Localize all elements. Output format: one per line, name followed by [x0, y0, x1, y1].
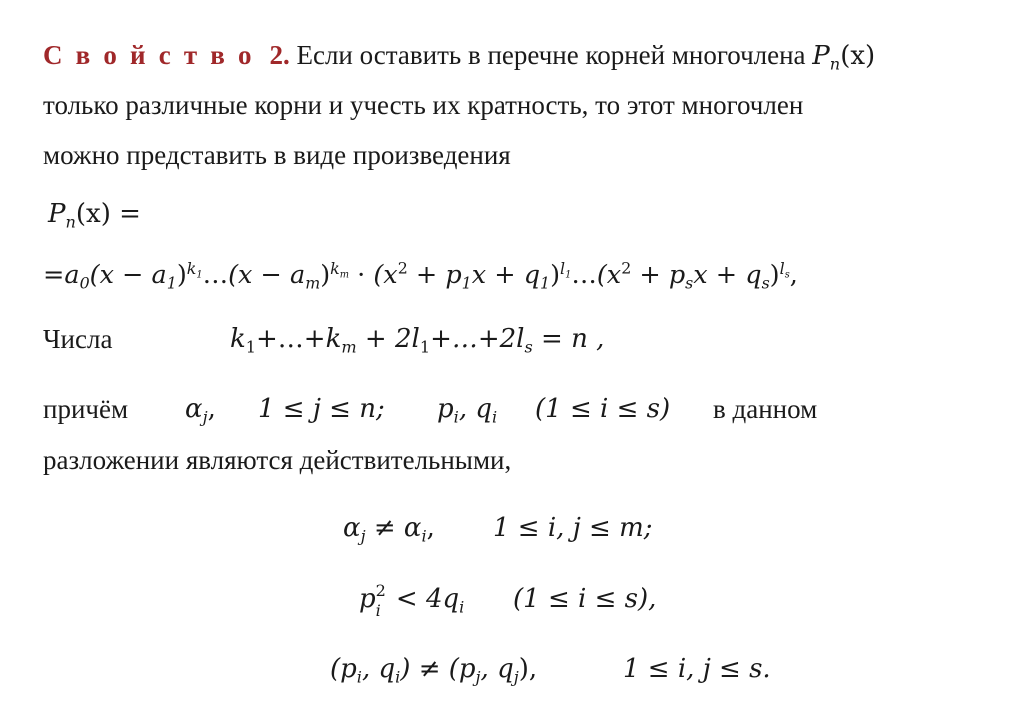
- eq2-lt: < 4q: [387, 584, 460, 614]
- eq3-neq: ) ≠ (p: [400, 654, 476, 684]
- eq3-pi: i: [356, 667, 362, 687]
- sum-2l1: + 2l: [356, 324, 420, 354]
- sum-ls-sub: s: [524, 337, 533, 357]
- sum-eq: = n ,: [532, 324, 605, 354]
- sum-plus-dots: +…+: [256, 324, 326, 354]
- factorm-sub: m: [305, 273, 321, 293]
- alpha-comma: ,: [207, 394, 216, 424]
- sum-l1-sub: 1: [419, 337, 431, 357]
- poly-p: P: [812, 41, 830, 71]
- equation-pairs-range: 1 ≤ i, j ≤ s.: [623, 654, 771, 684]
- factor1-close: ): [176, 260, 187, 290]
- factorm-close: ): [320, 260, 331, 290]
- lhs-sub: n: [65, 212, 76, 232]
- eq3-mid: , q: [361, 654, 396, 684]
- factorm-open: (x − a: [228, 260, 306, 290]
- property-line-2: только различные корни и учесть их кратность, то этот многочлен: [43, 90, 804, 120]
- quads-close: ): [769, 260, 780, 290]
- l1-exp: l: [560, 258, 566, 278]
- conditions-range2: (1 ≤ i ≤ s): [535, 394, 671, 424]
- property-line-3: можно представить в виде произведения: [43, 140, 511, 170]
- eq1-comma: ,: [426, 513, 435, 543]
- equation-pairs-neq: [330, 652, 537, 686]
- quads-sq: 2: [621, 258, 632, 278]
- eq3-close: ),: [518, 654, 538, 684]
- property-heading: С в о й с т в о: [43, 40, 255, 70]
- dots-2: …: [571, 260, 597, 290]
- alpha-j-sub: j: [202, 407, 208, 427]
- conditions-pq: [437, 392, 497, 426]
- poly-sub: n: [829, 54, 841, 74]
- eq3-pj: j: [475, 667, 481, 687]
- eq1-neq: ≠ α: [365, 513, 422, 543]
- conditions-tail: в данном: [713, 394, 818, 424]
- quads-open: (x: [596, 260, 622, 290]
- quads-q: x + q: [693, 260, 762, 290]
- formula-rhs: [43, 258, 798, 292]
- factor1-sub: 1: [166, 273, 177, 293]
- numbers-label: Числа: [43, 324, 113, 354]
- property-line-1: [43, 38, 875, 73]
- eq3-open: (p: [330, 654, 357, 684]
- numbers-sum: [230, 322, 604, 356]
- eq3-qj: j: [513, 667, 519, 687]
- eq3-mid2: , q: [480, 654, 514, 684]
- factor1-open: (x − a: [89, 260, 167, 290]
- eq1-j: j: [360, 526, 366, 546]
- eq2-qi: i: [459, 597, 465, 617]
- sum-k1-sub: 1: [245, 337, 257, 357]
- eq3-qi: i: [395, 667, 401, 687]
- quad1-close: ): [550, 260, 561, 290]
- l1-exp-sub: 1: [565, 268, 572, 280]
- quad1-p-sub: 1: [461, 273, 472, 293]
- lhs-p: P: [48, 199, 66, 229]
- polynomial-symbol: [812, 41, 876, 74]
- a0: a: [64, 260, 80, 290]
- quads-q-sub: s: [761, 273, 770, 293]
- cond-p-sub: i: [453, 407, 459, 427]
- quad1-q-sub: 1: [540, 273, 551, 293]
- dots-1: …: [202, 260, 229, 290]
- cond-q: , q: [458, 394, 492, 424]
- conditions-line2: разложении являются действительными,: [43, 445, 512, 475]
- equation-alpha-neq: [343, 511, 435, 545]
- k1-exp-sub: 1: [196, 268, 203, 280]
- alpha-j: α: [185, 394, 203, 424]
- eq1-i: i: [421, 526, 427, 546]
- quad1-q: x + q: [471, 260, 541, 290]
- ls-exp-sub: s: [784, 268, 790, 280]
- property-number: 2.: [269, 40, 290, 70]
- quad1-open: (x: [373, 260, 398, 290]
- formula-end: ,: [789, 260, 798, 290]
- lhs-tail: (x) =: [75, 199, 141, 229]
- property-text-line1: Если оставить в перечне корней многочлена: [296, 40, 806, 70]
- rhs-prefix: =: [43, 260, 65, 290]
- cdot: ·: [349, 260, 374, 290]
- equation-discriminant-range: (1 ≤ i ≤ s),: [513, 584, 657, 614]
- quad1-sq: 2: [397, 258, 408, 278]
- cond-q-sub: i: [492, 407, 498, 427]
- km-exp-sub: m: [339, 268, 350, 280]
- quads-p: + p: [631, 260, 686, 290]
- conditions-range1: 1 ≤ j ≤ n;: [258, 394, 385, 424]
- formula-lhs: [48, 197, 141, 231]
- sum-2ls: +…+2l: [430, 324, 525, 354]
- eq2-p: p: [359, 584, 376, 614]
- cond-p: p: [437, 394, 454, 424]
- ls-exp: l: [779, 258, 785, 278]
- eq1-alpha-j: α: [343, 513, 361, 543]
- poly-arg: (x): [840, 41, 876, 71]
- quad1-p: + p: [407, 260, 462, 290]
- sum-km: k: [325, 324, 342, 354]
- k1-exp: k: [186, 258, 197, 278]
- sum-km-sub: m: [341, 337, 357, 357]
- km-exp: k: [330, 258, 340, 278]
- conditions-label: причём: [43, 394, 129, 424]
- conditions-alpha: [185, 392, 216, 426]
- a0-sub: 0: [79, 273, 90, 293]
- equation-discriminant: p 2 i < $4q_i$: [359, 581, 465, 620]
- equation-alpha-range: 1 ≤ i, j ≤ m;: [493, 513, 653, 543]
- quads-p-sub: s: [685, 273, 694, 293]
- sum-k1: k: [230, 324, 246, 354]
